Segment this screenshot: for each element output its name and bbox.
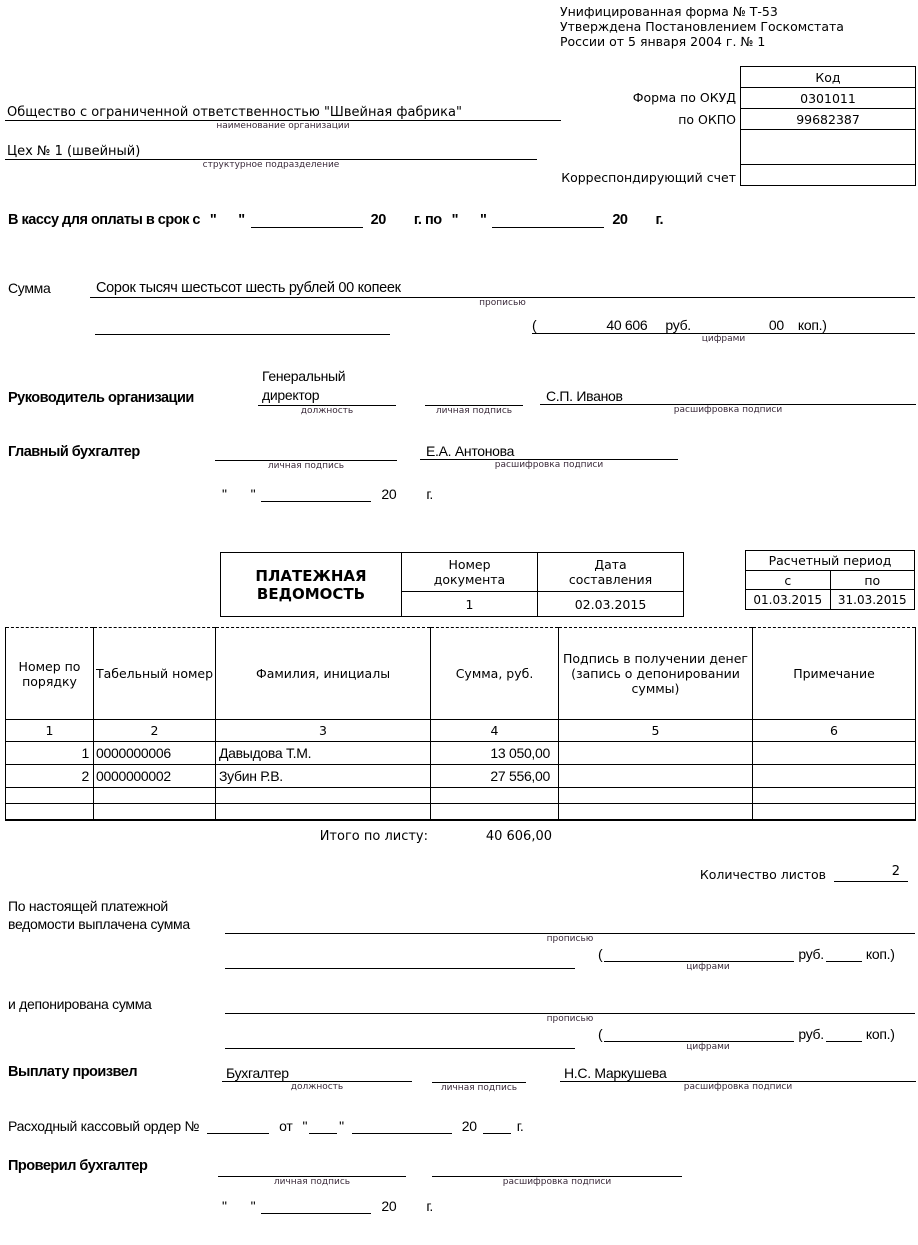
deposited-continuation-blank <box>225 1028 575 1049</box>
okpo-label: по ОКПО <box>678 112 736 127</box>
kop-blank <box>826 948 862 962</box>
open-paren: ( <box>532 317 537 333</box>
sum-words: Сорок тысяч шестьсот шесть рублей 00 копеек <box>96 280 401 296</box>
total-label: Итого по листу: <box>319 829 428 844</box>
kassa-year-1: 20 <box>370 212 386 228</box>
paid-digits-block <box>598 946 915 973</box>
chief-name-block <box>420 440 678 471</box>
quote: " <box>302 1118 308 1134</box>
doc-date-header: Дата составления <box>538 553 684 592</box>
head-name-caption: расшифровка подписи <box>673 405 783 415</box>
rub-blank <box>604 1028 794 1042</box>
division-name: Цех № 1 (швейный) <box>7 144 141 159</box>
date-blank <box>251 214 363 228</box>
sheets-count: 2 <box>891 864 900 879</box>
doc-date-value: 02.03.2015 <box>538 592 684 617</box>
code-box <box>740 66 916 186</box>
sum-digits-caption: цифрами <box>701 334 746 344</box>
rko-number-blank <box>207 1120 269 1134</box>
kassa-g-po: г. по <box>413 212 442 228</box>
rko-g: г. <box>516 1118 524 1134</box>
payer-position-caption: должность <box>290 1082 344 1092</box>
paid-kop-label: коп.) <box>865 946 895 962</box>
head-name: С.П. Иванов <box>546 388 623 404</box>
payer-name: Н.С. Маркушева <box>564 1065 667 1081</box>
paid-words-block <box>225 912 915 945</box>
col-num: 6 <box>753 720 916 742</box>
corr-account-label: Корреспондирующий счет <box>561 170 736 185</box>
doc-title-line1: ПЛАТЕЖНАЯ <box>255 566 367 585</box>
deposited-words-caption: прописью <box>546 1014 594 1024</box>
table-row <box>6 788 916 804</box>
rko-month-blank <box>352 1120 452 1134</box>
sum-words-caption: прописью <box>479 298 526 308</box>
paid-label-line1: По настоящей платежной <box>8 898 168 914</box>
chief-sign-block <box>215 440 397 472</box>
sum-words-continuation-blank <box>95 310 390 335</box>
kassa-text: В кассу для оплаты в срок с <box>8 212 200 228</box>
period-title: Расчетный период <box>746 551 915 571</box>
head-position-line1: Генеральный <box>262 368 346 384</box>
open-paren: ( <box>598 946 603 962</box>
rko-line <box>8 1118 523 1134</box>
org-name: Общество с ограниченной ответственностью "Швейная фабрика" <box>7 105 462 120</box>
col-num: 1 <box>6 720 94 742</box>
period-table <box>745 550 915 610</box>
checker-name-block <box>432 1158 682 1188</box>
division-caption: структурное подразделение <box>202 160 340 170</box>
year-suffix: г. <box>426 1198 434 1214</box>
form-ref-line-1: Унифицированная форма № Т-53 <box>560 4 778 19</box>
paid-label-line2: ведомости выплачена сумма <box>8 916 190 932</box>
total-value: 40 606,00 <box>485 829 552 844</box>
table-row <box>6 804 916 820</box>
payer-sign-block <box>432 1060 526 1094</box>
rub-blank <box>604 948 794 962</box>
paid-words-caption: прописью <box>546 934 594 944</box>
col-header-1: Номер по порядку <box>6 628 94 720</box>
sum-kop-value: 00 <box>768 317 784 333</box>
title-table <box>220 552 684 617</box>
sum-label: Сумма <box>8 280 51 296</box>
year-prefix: 20 <box>381 1198 397 1214</box>
table-row: 1 0000000006 Давыдова Т.М. 13 050,00 <box>6 742 916 765</box>
deposited-rub-label: руб. <box>798 1026 824 1042</box>
division-block <box>5 139 537 171</box>
sum-rub-value: 40 606 <box>606 317 648 333</box>
rko-year-blank <box>483 1120 511 1134</box>
quote: " <box>222 1198 227 1214</box>
chief-label: Главный бухгалтер <box>8 444 140 460</box>
rko-year: 20 <box>461 1118 477 1134</box>
payer-name-caption: расшифровка подписи <box>683 1082 793 1092</box>
col-num: 2 <box>94 720 216 742</box>
form-ref-line-3: России от 5 января 2004 г. № 1 <box>560 34 766 49</box>
payer-position: Бухгалтер <box>226 1065 289 1081</box>
paid-rub-label: руб. <box>798 946 824 962</box>
quote: " <box>209 212 217 228</box>
quote: " <box>238 212 245 228</box>
open-paren: ( <box>598 1026 603 1042</box>
doc-title-line2: ВЕДОМОСТЬ <box>256 584 366 603</box>
col-num: 4 <box>431 720 559 742</box>
sheets-label: Количество листов <box>699 867 826 882</box>
payer-name-block <box>560 1060 916 1093</box>
year-prefix: 20 <box>381 486 397 502</box>
rko-ot: от <box>279 1118 293 1134</box>
rko-day-blank <box>309 1120 337 1134</box>
head-position-line2: директор <box>262 387 320 403</box>
head-position-block <box>258 363 396 417</box>
payer-sign-caption: личная подпись <box>440 1083 518 1093</box>
period-from-label: с <box>746 571 831 590</box>
col-header-4: Сумма, руб. <box>431 628 559 720</box>
quote: " <box>451 212 458 228</box>
kop-blank <box>826 1028 862 1042</box>
period-from-value: 01.03.2015 <box>746 590 831 610</box>
date-blank <box>261 488 371 502</box>
period-to-label: по <box>830 571 915 590</box>
chief-name: Е.А. Антонова <box>426 443 515 459</box>
head-label: Руководитель организации <box>8 390 194 406</box>
date-line-top <box>222 486 433 502</box>
quote: " <box>250 486 256 502</box>
rko-label: Расходный кассовый ордер № <box>8 1118 200 1134</box>
payer-label: Выплату произвел <box>8 1064 138 1080</box>
sum-words-block <box>90 272 915 309</box>
col-num: 3 <box>216 720 431 742</box>
corr-account-value <box>741 165 916 186</box>
quote: " <box>250 1198 256 1214</box>
code-header-cell: Код <box>741 67 916 88</box>
deposited-label: и депонирована сумма <box>8 996 152 1012</box>
okud-value: 0301011 <box>741 88 916 109</box>
org-name-caption: наименование организации <box>216 121 350 131</box>
sum-kop-label: коп.) <box>797 317 827 333</box>
quote: " <box>479 212 487 228</box>
period-to-value: 31.03.2015 <box>830 590 915 610</box>
sum-digits-block <box>532 308 915 345</box>
deposited-digits-caption: цифрами <box>686 1042 730 1052</box>
date-line-bottom <box>222 1198 433 1214</box>
checker-name-caption: расшифровка подписи <box>502 1177 612 1187</box>
col-header-6: Примечание <box>753 628 916 720</box>
doc-number-value: 1 <box>402 592 538 617</box>
date-blank <box>261 1200 371 1214</box>
doc-title-cell <box>221 553 402 617</box>
head-sign-caption: личная подпись <box>435 406 513 416</box>
kassa-line <box>8 212 663 228</box>
payer-position-block <box>222 1060 412 1093</box>
deposited-kop-label: коп.) <box>865 1026 895 1042</box>
okpo-value: 99682387 <box>741 109 916 130</box>
sum-rub-label: руб. <box>665 317 691 333</box>
paid-words-continuation-blank <box>225 948 575 969</box>
chief-sign-caption: личная подпись <box>267 461 345 471</box>
checker-sign-block <box>218 1158 406 1188</box>
sheets-count-blank <box>834 862 908 882</box>
doc-number-header: Номер документа <box>402 553 538 592</box>
form-ref-line-2: Утверждена Постановлением Госкомстата <box>560 19 844 34</box>
deposited-digits-block <box>598 1026 915 1053</box>
org-name-block <box>5 100 561 132</box>
head-position-caption: должность <box>300 406 354 416</box>
payroll-table <box>5 627 916 821</box>
table-row: 2 0000000002 Зубин Р.В. 27 556,00 <box>6 765 916 788</box>
deposited-words-block <box>225 992 915 1025</box>
paid-digits-caption: цифрами <box>686 962 730 972</box>
date-blank <box>492 214 604 228</box>
chief-name-caption: расшифровка подписи <box>494 460 604 470</box>
form-reference <box>560 4 844 49</box>
col-header-3: Фамилия, инициалы <box>216 628 431 720</box>
head-sign-block <box>425 385 523 417</box>
col-header-2: Табельный номер <box>94 628 216 720</box>
col-header-5: Подпись в получении денег (запись о депонировании суммы) <box>559 628 753 720</box>
quote: " <box>339 1118 344 1134</box>
empty-code-cell <box>741 130 916 165</box>
year-suffix: г. <box>426 486 434 502</box>
quote: " <box>222 486 227 502</box>
okud-label: Форма по ОКУД <box>632 90 736 105</box>
checker-sign-caption: личная подпись <box>273 1177 351 1187</box>
head-name-block <box>540 385 916 416</box>
kassa-year-2: 20 <box>612 212 628 228</box>
col-num: 5 <box>559 720 753 742</box>
kassa-g: г. <box>655 212 664 228</box>
checker-label: Проверил бухгалтер <box>8 1158 148 1174</box>
